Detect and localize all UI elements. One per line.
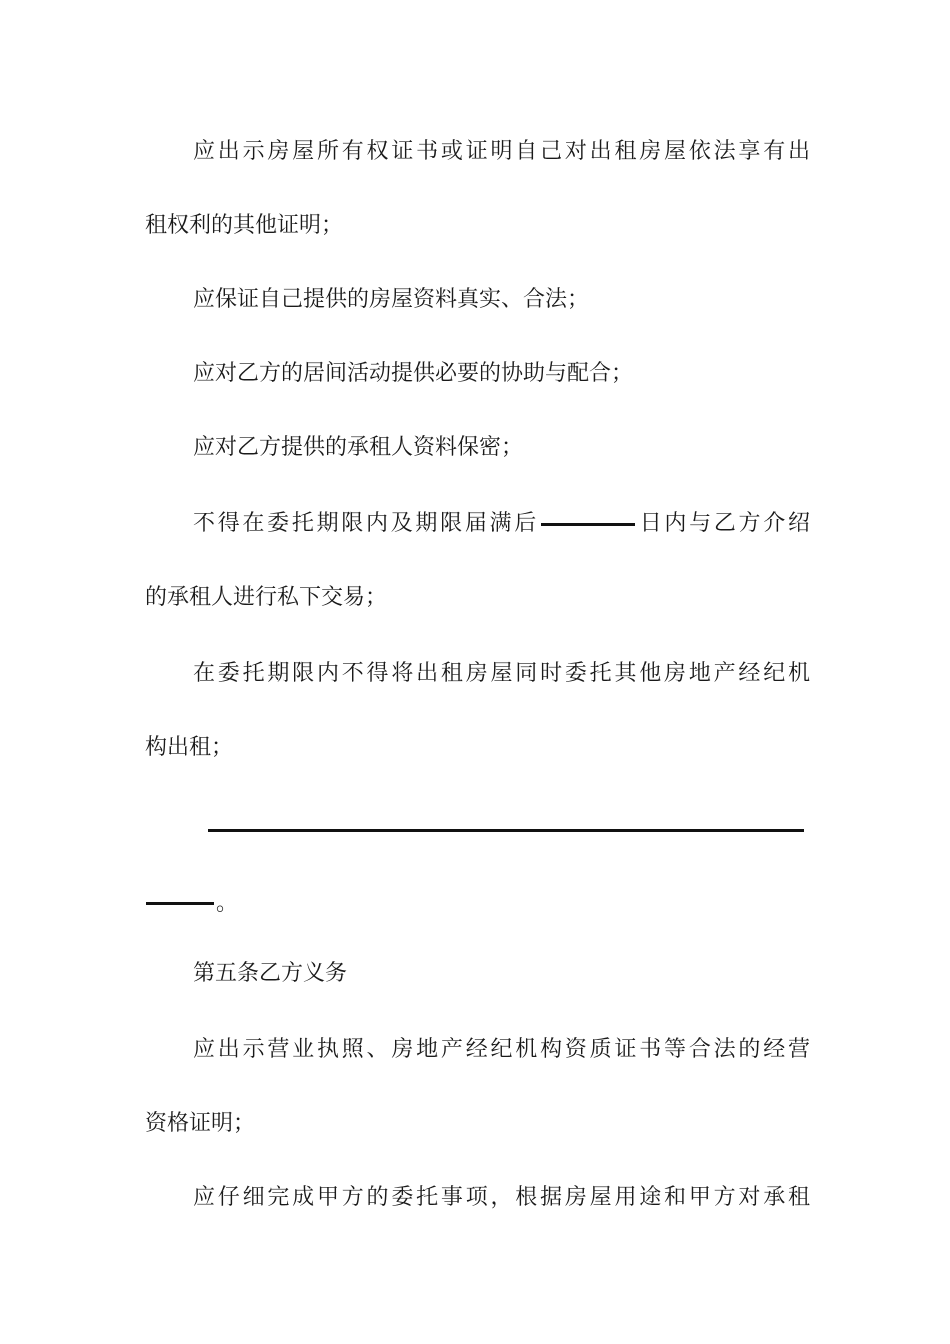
fill-in-long-blank[interactable] — [208, 829, 804, 832]
paragraph-line-8: 在委托期限内不得将出租房屋同时委托其他房地产经纪机 — [193, 661, 810, 686]
clause-text-after-blank: 日内与乙方介绍 — [636, 511, 810, 536]
paragraph-line-4: 应对乙方的居间活动提供必要的协助与配合； — [193, 361, 634, 386]
paragraph-line-12: 应仔细完成甲方的委托事项，根据房屋用途和甲方对承租 — [193, 1185, 810, 1210]
clause-text-before-blank: 不得在委托期限内及期限届满后 — [193, 511, 539, 536]
fill-in-blank[interactable] — [541, 523, 635, 526]
paragraph-line-10: 应出示营业执照、房地产经纪机构资质证书等合法的经营 — [193, 1037, 810, 1062]
blank-end-period: 。 — [216, 891, 239, 916]
paragraph-line-9: 构出租； — [145, 735, 234, 760]
fill-in-short-blank[interactable] — [146, 902, 214, 905]
paragraph-line-3: 应保证自己提供的房屋资料真实、合法； — [193, 287, 590, 312]
paragraph-line-2: 租权利的其他证明； — [145, 213, 344, 238]
paragraph-line-11: 资格证明； — [145, 1111, 256, 1136]
paragraph-line-5: 应对乙方提供的承租人资料保密； — [193, 435, 524, 460]
paragraph-line-6 — [193, 506, 810, 542]
paragraph-line-7: 的承租人进行私下交易； — [145, 585, 388, 610]
section-heading: 第五条乙方义务 — [193, 961, 348, 986]
paragraph-line-1: 应出示房屋所有权证书或证明自己对出租房屋依法享有出 — [193, 139, 810, 164]
